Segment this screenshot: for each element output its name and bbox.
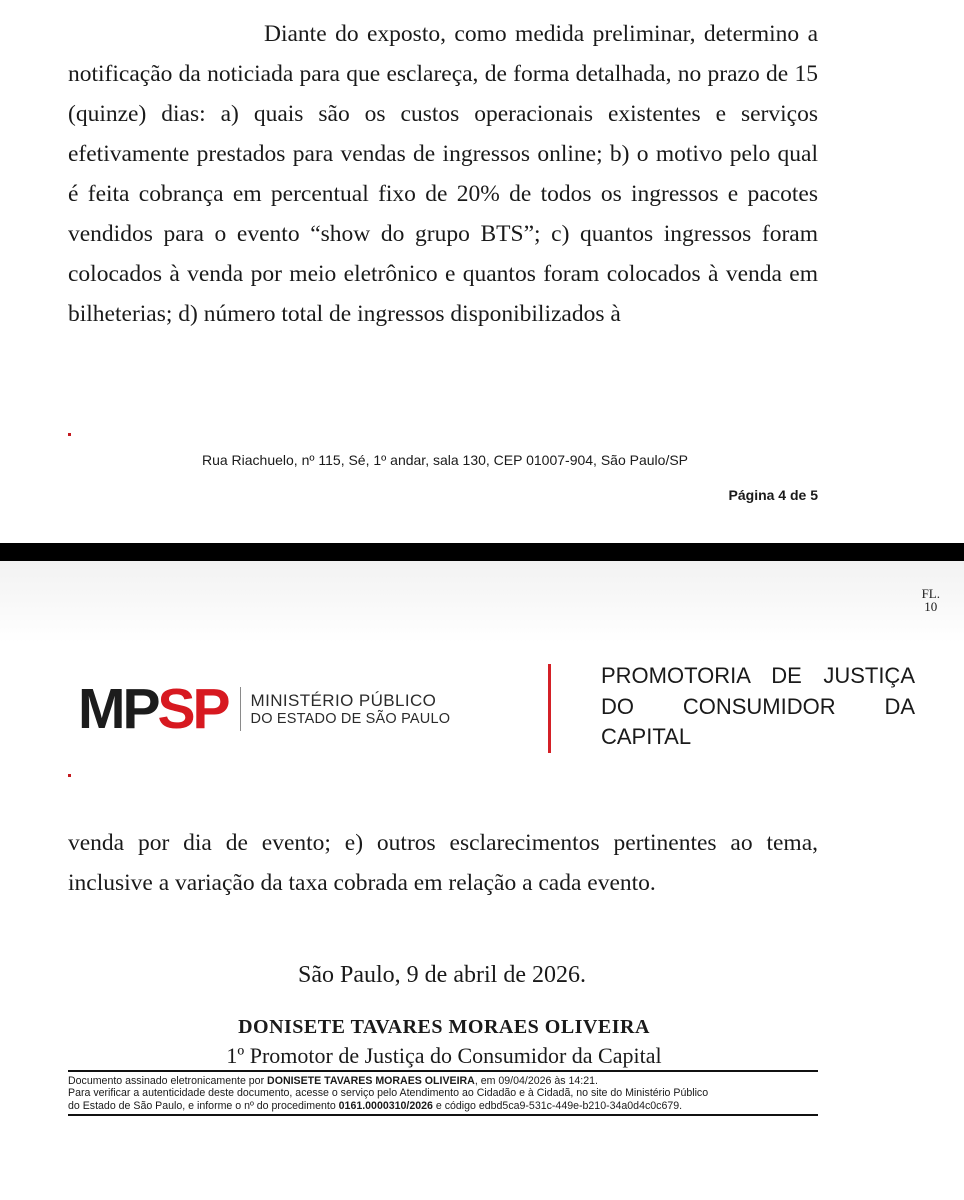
document-page-4 <box>0 0 964 543</box>
signature-date: São Paulo, 9 de abril de 2026. <box>298 962 586 988</box>
signature-notice-line-3: do Estado de São Paulo, e informe o nº do procedimento 0161.0000310/2026 e código edbd5ca9-531c-449e-b210-34a0d4c0c679. <box>68 1099 683 1112</box>
page-number: Página 4 de 5 <box>728 487 818 503</box>
logo-text <box>251 691 451 727</box>
body-paragraph: venda por dia de evento; e) outros esclarecimentos pertinentes ao tema, inclusive a variação da taxa cobrada em relação a cada evento. <box>68 830 818 896</box>
signature-notice-line-2: Para verificar a autenticidade deste documento, acesse o serviço pelo Atendimento ao Cidadão e à Cidadã, no site do Ministério Público <box>68 1087 709 1100</box>
footer-address: Rua Riachuelo, nº 115, Sé, 1º andar, sala 130, CEP 01007-904, São Paulo/SP <box>201 452 689 468</box>
electronic-signature-notice <box>68 1070 818 1116</box>
logo-line-1: MINISTÉRIO PÚBLICO <box>250 691 437 710</box>
promotoria-line-2: DO CONSUMIDOR DA <box>601 693 915 719</box>
page-fold-shadow <box>0 561 964 643</box>
signature-notice-line-1: Documento assinado eletronicamente por DONISETE TAVARES MORAES OLIVEIRA, em 09/04/2026 às 14:21. <box>68 1075 598 1087</box>
folio-number: 10 <box>924 599 938 614</box>
header-rule <box>548 664 551 753</box>
promotoria-line-1: PROMOTORIA DE JUSTIÇA <box>601 663 915 688</box>
logo-line-2: DO ESTADO DE SÃO PAULO <box>250 711 451 727</box>
signer-role: 1º Promotor de Justiça do Consumidor da Capital <box>226 1043 662 1068</box>
logo-mark: MPSP <box>78 676 228 741</box>
document-page-5 <box>0 561 964 1200</box>
mpsp-logo <box>78 676 451 741</box>
body-paragraph: Diante do exposto, como medida preliminar, determino a notificação da noticiada para que esclareça, de forma detalhada, no prazo de 15 (quinze) dias: a) quais são os custos operacionais existentes e serviços efetivamente prestados para vendas de ingressos online; b) o motivo pelo qual é feita cobrança em percentual fixo de 20% de todos os ingressos e pacotes vendidos para o evento “show do grupo BTS”; c) quantos ingressos foram colocados à venda por meio eletrônico e quantos foram colocados à venda em bilheterias; d) número total de ingressos disponibilizados à <box>68 21 818 327</box>
red-marker <box>68 433 71 436</box>
page-separator <box>0 543 964 561</box>
red-marker <box>68 774 71 777</box>
promotoria-heading <box>601 661 915 753</box>
folio-stamp <box>922 587 940 613</box>
signer-name: DONISETE TAVARES MORAES OLIVEIRA <box>238 1016 650 1038</box>
promotoria-line-3: CAPITAL <box>601 724 692 749</box>
logo-divider <box>240 687 241 731</box>
folio-label: FL. <box>921 586 940 601</box>
